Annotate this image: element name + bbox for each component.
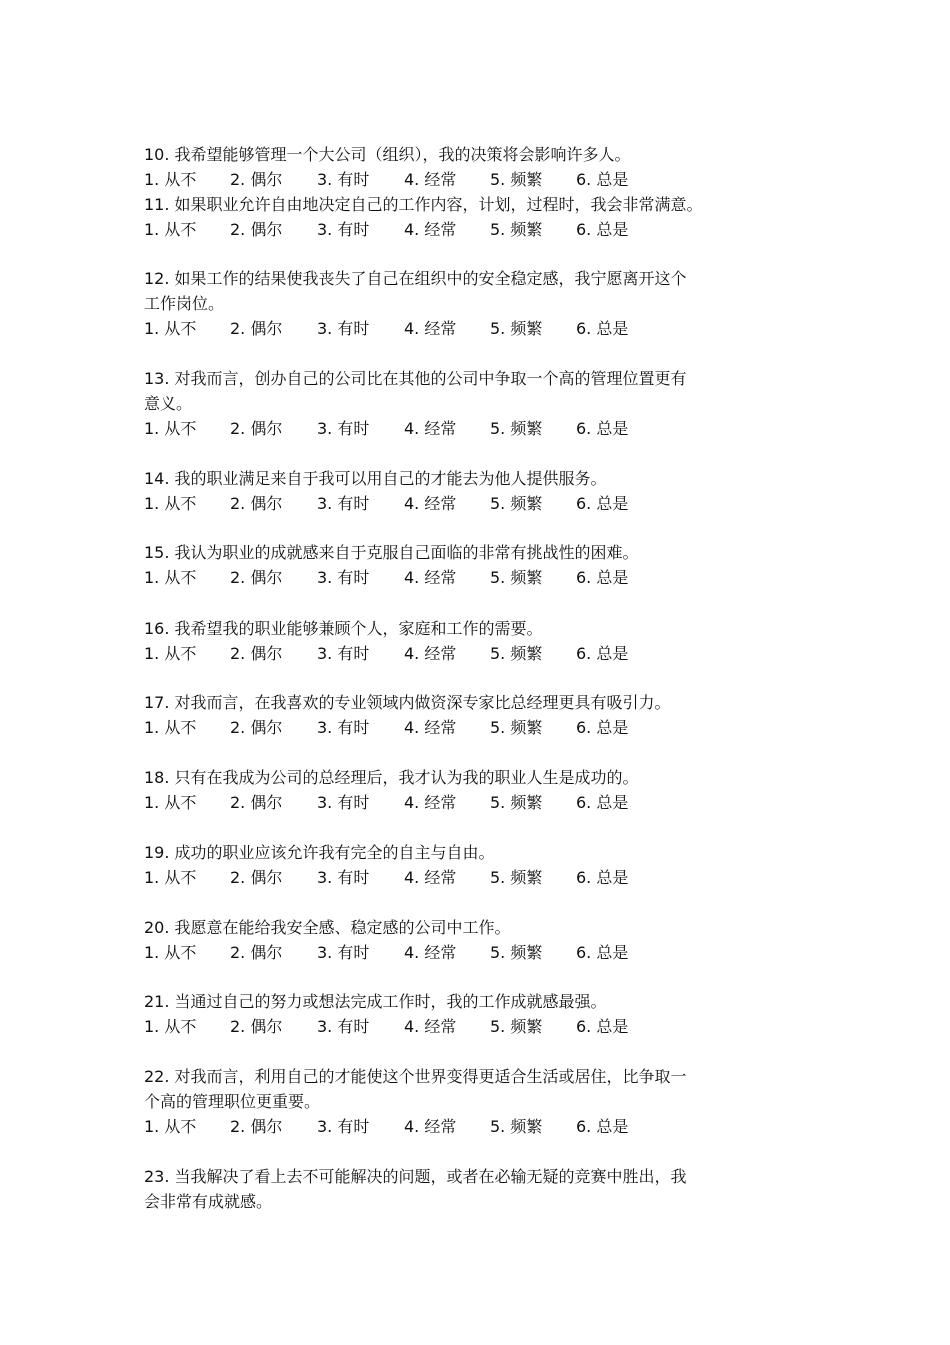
option-4: 4. 经常 [404, 1017, 457, 1036]
option-5: 5. 频繁 [490, 494, 543, 513]
option-5: 5. 频繁 [490, 220, 543, 239]
option-6: 6. 总是 [576, 568, 629, 587]
question-text: 11. 如果职业允许自由地决定自己的工作内容，计划，过程时，我会非常满意。 [144, 195, 703, 214]
option-3: 3. 有时 [317, 943, 370, 962]
option-3: 3. 有时 [317, 1017, 370, 1036]
option-5: 5. 频繁 [490, 319, 543, 338]
option-6: 6. 总是 [576, 793, 629, 812]
option-4: 4. 经常 [404, 170, 457, 189]
option-2: 2. 偶尔 [230, 220, 283, 239]
question-23 [144, 1164, 784, 1214]
question-text: 19. 成功的职业应该允许我有完全的自主与自由。 [144, 843, 495, 862]
option-4: 4. 经常 [404, 568, 457, 587]
option-4: 4. 经常 [404, 793, 457, 812]
option-3: 3. 有时 [317, 419, 370, 438]
option-1: 1. 从不 [144, 644, 197, 663]
question-10 [144, 142, 784, 192]
option-6: 6. 总是 [576, 943, 629, 962]
option-1: 1. 从不 [144, 220, 197, 239]
answer-options [144, 491, 784, 516]
option-4: 4. 经常 [404, 868, 457, 887]
option-6: 6. 总是 [576, 220, 629, 239]
question-text-cont: 工作岗位。 [144, 294, 225, 313]
option-5: 5. 频繁 [490, 1117, 543, 1136]
answer-options [144, 167, 784, 192]
option-1: 1. 从不 [144, 568, 197, 587]
option-4: 4. 经常 [404, 644, 457, 663]
option-3: 3. 有时 [317, 1117, 370, 1136]
question-21 [144, 989, 784, 1039]
option-3: 3. 有时 [317, 220, 370, 239]
answer-options [144, 1114, 784, 1139]
question-text: 15. 我认为职业的成就感来自于克服自己面临的非常有挑战性的困难。 [144, 543, 639, 562]
question-15 [144, 540, 784, 590]
option-2: 2. 偶尔 [230, 1017, 283, 1036]
answer-options [144, 565, 784, 590]
answer-options [144, 865, 784, 890]
option-6: 6. 总是 [576, 494, 629, 513]
option-2: 2. 偶尔 [230, 170, 283, 189]
option-6: 6. 总是 [576, 170, 629, 189]
option-1: 1. 从不 [144, 943, 197, 962]
option-1: 1. 从不 [144, 868, 197, 887]
option-3: 3. 有时 [317, 793, 370, 812]
answer-options [144, 217, 784, 242]
option-3: 3. 有时 [317, 644, 370, 663]
option-5: 5. 频繁 [490, 718, 543, 737]
option-3: 3. 有时 [317, 170, 370, 189]
option-2: 2. 偶尔 [230, 568, 283, 587]
option-4: 4. 经常 [404, 943, 457, 962]
option-2: 2. 偶尔 [230, 419, 283, 438]
option-4: 4. 经常 [404, 494, 457, 513]
option-2: 2. 偶尔 [230, 1117, 283, 1136]
answer-options [144, 940, 784, 965]
answer-options [144, 715, 784, 740]
question-text: 10. 我希望能够管理一个大公司（组织），我的决策将会影响许多人。 [144, 145, 631, 164]
option-5: 5. 频繁 [490, 943, 543, 962]
option-5: 5. 频繁 [490, 419, 543, 438]
answer-options [144, 416, 784, 441]
option-1: 1. 从不 [144, 319, 197, 338]
option-5: 5. 频繁 [490, 644, 543, 663]
question-text: 23. 当我解决了看上去不可能解决的问题，或者在必输无疑的竞赛中胜出，我 [144, 1167, 687, 1186]
option-2: 2. 偶尔 [230, 319, 283, 338]
question-text-cont: 意义。 [144, 394, 193, 413]
question-text-cont: 个高的管理职位更重要。 [144, 1092, 321, 1111]
question-text: 12. 如果工作的结果使我丧失了自己在组织中的安全稳定感，我宁愿离开这个 [144, 269, 687, 288]
option-1: 1. 从不 [144, 419, 197, 438]
option-3: 3. 有时 [317, 494, 370, 513]
option-2: 2. 偶尔 [230, 868, 283, 887]
option-3: 3. 有时 [317, 718, 370, 737]
question-text: 14. 我的职业满足来自于我可以用自己的才能去为他人提供服务。 [144, 469, 607, 488]
question-12 [144, 266, 784, 341]
question-11 [144, 192, 784, 242]
question-20 [144, 915, 784, 965]
option-6: 6. 总是 [576, 644, 629, 663]
option-4: 4. 经常 [404, 718, 457, 737]
option-3: 3. 有时 [317, 868, 370, 887]
question-19 [144, 840, 784, 890]
answer-options [144, 641, 784, 666]
option-5: 5. 频繁 [490, 868, 543, 887]
option-1: 1. 从不 [144, 718, 197, 737]
option-6: 6. 总是 [576, 419, 629, 438]
option-5: 5. 频繁 [490, 1017, 543, 1036]
option-5: 5. 频繁 [490, 170, 543, 189]
option-4: 4. 经常 [404, 220, 457, 239]
option-5: 5. 频繁 [490, 568, 543, 587]
question-18 [144, 765, 784, 815]
option-1: 1. 从不 [144, 494, 197, 513]
question-14 [144, 466, 784, 516]
option-6: 6. 总是 [576, 718, 629, 737]
option-6: 6. 总是 [576, 319, 629, 338]
question-13 [144, 366, 784, 441]
option-6: 6. 总是 [576, 868, 629, 887]
option-1: 1. 从不 [144, 1017, 197, 1036]
option-2: 2. 偶尔 [230, 644, 283, 663]
option-4: 4. 经常 [404, 1117, 457, 1136]
question-text: 22. 对我而言，利用自己的才能使这个世界变得更适合生活或居住，比争取一 [144, 1067, 687, 1086]
question-text: 16. 我希望我的职业能够兼顾个人，家庭和工作的需要。 [144, 619, 543, 638]
question-text: 13. 对我而言，创办自己的公司比在其他的公司中争取一个高的管理位置更有 [144, 369, 687, 388]
option-3: 3. 有时 [317, 319, 370, 338]
answer-options [144, 316, 784, 341]
option-2: 2. 偶尔 [230, 943, 283, 962]
question-text-cont: 会非常有成就感。 [144, 1192, 273, 1211]
option-2: 2. 偶尔 [230, 793, 283, 812]
option-1: 1. 从不 [144, 793, 197, 812]
option-1: 1. 从不 [144, 170, 197, 189]
option-6: 6. 总是 [576, 1017, 629, 1036]
option-1: 1. 从不 [144, 1117, 197, 1136]
option-3: 3. 有时 [317, 568, 370, 587]
question-text: 17. 对我而言，在我喜欢的专业领域内做资深专家比总经理更具有吸引力。 [144, 693, 671, 712]
question-text: 20. 我愿意在能给我安全感、稳定感的公司中工作。 [144, 918, 511, 937]
question-17 [144, 690, 784, 740]
answer-options [144, 790, 784, 815]
option-6: 6. 总是 [576, 1117, 629, 1136]
question-16 [144, 616, 784, 666]
option-4: 4. 经常 [404, 419, 457, 438]
question-text: 18. 只有在我成为公司的总经理后，我才认为我的职业人生是成功的。 [144, 768, 639, 787]
option-2: 2. 偶尔 [230, 718, 283, 737]
question-22 [144, 1064, 784, 1139]
answer-options [144, 1014, 784, 1039]
option-4: 4. 经常 [404, 319, 457, 338]
option-2: 2. 偶尔 [230, 494, 283, 513]
question-text: 21. 当通过自己的努力或想法完成工作时，我的工作成就感最强。 [144, 992, 607, 1011]
option-5: 5. 频繁 [490, 793, 543, 812]
